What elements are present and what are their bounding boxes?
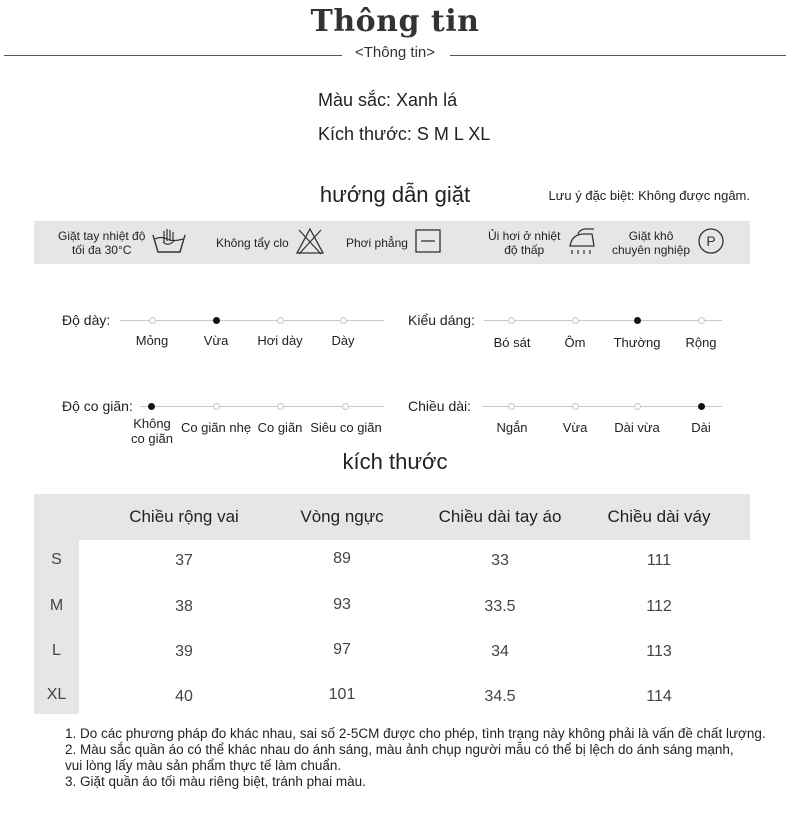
length-option: Dài (691, 420, 711, 435)
table-cell: 89 (333, 550, 351, 567)
table-cell: 34.5 (484, 688, 516, 705)
size-info: Kích thước: S M L XL (318, 124, 491, 144)
wash-item-text: Phơi phẳng (346, 235, 408, 250)
style-option: Rộng (685, 335, 717, 350)
table-cell: 39 (175, 643, 193, 660)
wash-title: hướng dẫn giặt (319, 182, 471, 207)
wash-item-steam-iron (488, 221, 600, 264)
style-dot-3 (698, 317, 705, 324)
table-cell: 97 (333, 641, 351, 658)
size-table-header: Vòng ngực (300, 507, 384, 526)
size-table-header: Chiều dài váy (607, 507, 711, 526)
wash-item-text: tối đa 30°C (71, 242, 132, 257)
size-label: S (51, 551, 62, 568)
stretch-label: Độ co giãn: (62, 398, 133, 414)
length-option: Vừa (562, 420, 588, 435)
page-title: Thông tin (310, 4, 480, 39)
thickness-dot-1 (213, 317, 220, 324)
table-cell: 40 (175, 688, 193, 705)
stretch-dot-3 (342, 403, 349, 410)
footnotes (65, 726, 766, 790)
style-dot-0 (508, 317, 515, 324)
stretch-option: Siêu co giãn (310, 420, 382, 435)
stretch-option: Co giãn nhẹ (180, 420, 252, 435)
footnote-line: vui lòng lấy màu sản phẩm thực tế làm chuẩn. (65, 758, 342, 773)
length-dot-0 (508, 403, 515, 410)
style-scale (484, 320, 722, 321)
table-cell: 38 (175, 598, 193, 615)
page-subtitle: <Thông tin> (354, 44, 436, 61)
table-cell: 114 (646, 688, 672, 705)
length-option: Ngắn (496, 420, 528, 435)
wash-item-hand-wash (58, 221, 187, 264)
table-cell: 33.5 (484, 598, 516, 615)
dry-clean-p-icon (696, 226, 726, 259)
dry-flat-icon (414, 227, 442, 258)
style-option: Ôm (564, 335, 586, 350)
style-label: Kiểu dáng: (408, 312, 475, 328)
thickness-option: Dày (331, 333, 355, 348)
table-cell: 101 (328, 686, 356, 703)
length-dot-1 (572, 403, 579, 410)
special-note: Lưu ý đặc biệt: Không được ngâm. (548, 188, 750, 203)
table-cell: 37 (175, 552, 193, 569)
thickness-dot-3 (340, 317, 347, 324)
length-option: Dài vừa (614, 420, 660, 435)
wash-item-text: Giặt khô (628, 228, 674, 243)
wash-item-text: Ủi hơi ở nhiệt (488, 228, 561, 243)
hand-wash-icon (151, 227, 187, 258)
stretch-option: Co giãn (257, 420, 303, 435)
wash-item-dry-clean (612, 221, 726, 264)
length-dot-2 (634, 403, 641, 410)
thickness-option: Hơi dày (257, 333, 303, 348)
wash-instructions-band (34, 221, 750, 264)
style-dot-1 (572, 317, 579, 324)
steam-iron-icon (566, 226, 600, 259)
size-table-header: Chiều dài tay áo (438, 507, 562, 526)
length-label: Chiều dài: (408, 398, 472, 414)
size-label: L (52, 642, 61, 659)
length-dot-3 (698, 403, 705, 410)
dry-clean-letter: P (706, 233, 716, 249)
stretch-option-text: co giãn (131, 431, 173, 446)
footnote-line: 3. Giặt quần áo tối màu riêng biệt, tránh phai màu. (65, 774, 366, 789)
table-cell: 111 (646, 552, 672, 569)
table-cell: 112 (646, 598, 672, 615)
thickness-dot-0 (149, 317, 156, 324)
size-table-header: Chiều rộng vai (129, 507, 239, 526)
size-label: XL (46, 686, 67, 703)
stretch-option-text: Không (133, 416, 171, 431)
wash-item-dry-flat (346, 221, 442, 264)
wash-item-text: chuyên nghiệp (612, 242, 691, 257)
style-dot-2 (634, 317, 641, 324)
table-cell: 33 (491, 552, 509, 569)
thickness-option: Mỏng (135, 333, 169, 348)
color-info: Màu sắc: Xanh lá (318, 90, 458, 110)
stretch-dot-0 (148, 403, 155, 410)
wash-item-text: Không tẩy clo (216, 235, 289, 250)
length-scale (482, 406, 722, 407)
stretch-dot-2 (277, 403, 284, 410)
style-option: Thường (613, 335, 661, 350)
style-option: Bó sát (493, 335, 531, 350)
stretch-dot-1 (213, 403, 220, 410)
size-label: M (49, 597, 64, 614)
stretch-option-0 (131, 416, 173, 446)
thickness-option: Vừa (203, 333, 229, 348)
footnote-line: 1. Do các phương pháp đo khác nhau, sai số 2-5CM được cho phép, tình trạng này không phải là vấn đề chất lượng. (65, 726, 766, 741)
table-cell: 113 (646, 643, 672, 660)
wash-item-no-bleach (216, 221, 325, 264)
wash-item-text: Giặt tay nhiệt độ (58, 228, 146, 243)
thickness-label: Độ dày: (62, 312, 111, 328)
thickness-dot-2 (277, 317, 284, 324)
no-bleach-icon (295, 227, 325, 258)
wash-item-text: độ thấp (504, 242, 545, 257)
footnote-line: 2. Màu sắc quần áo có thể khác nhau do ánh sáng, màu ảnh chụp người mẫu có thể bị lệch do ánh sáng mạnh, (65, 742, 734, 757)
table-cell: 93 (333, 596, 351, 613)
table-cell: 34 (491, 643, 509, 660)
size-table-title: kích thước (342, 449, 448, 474)
